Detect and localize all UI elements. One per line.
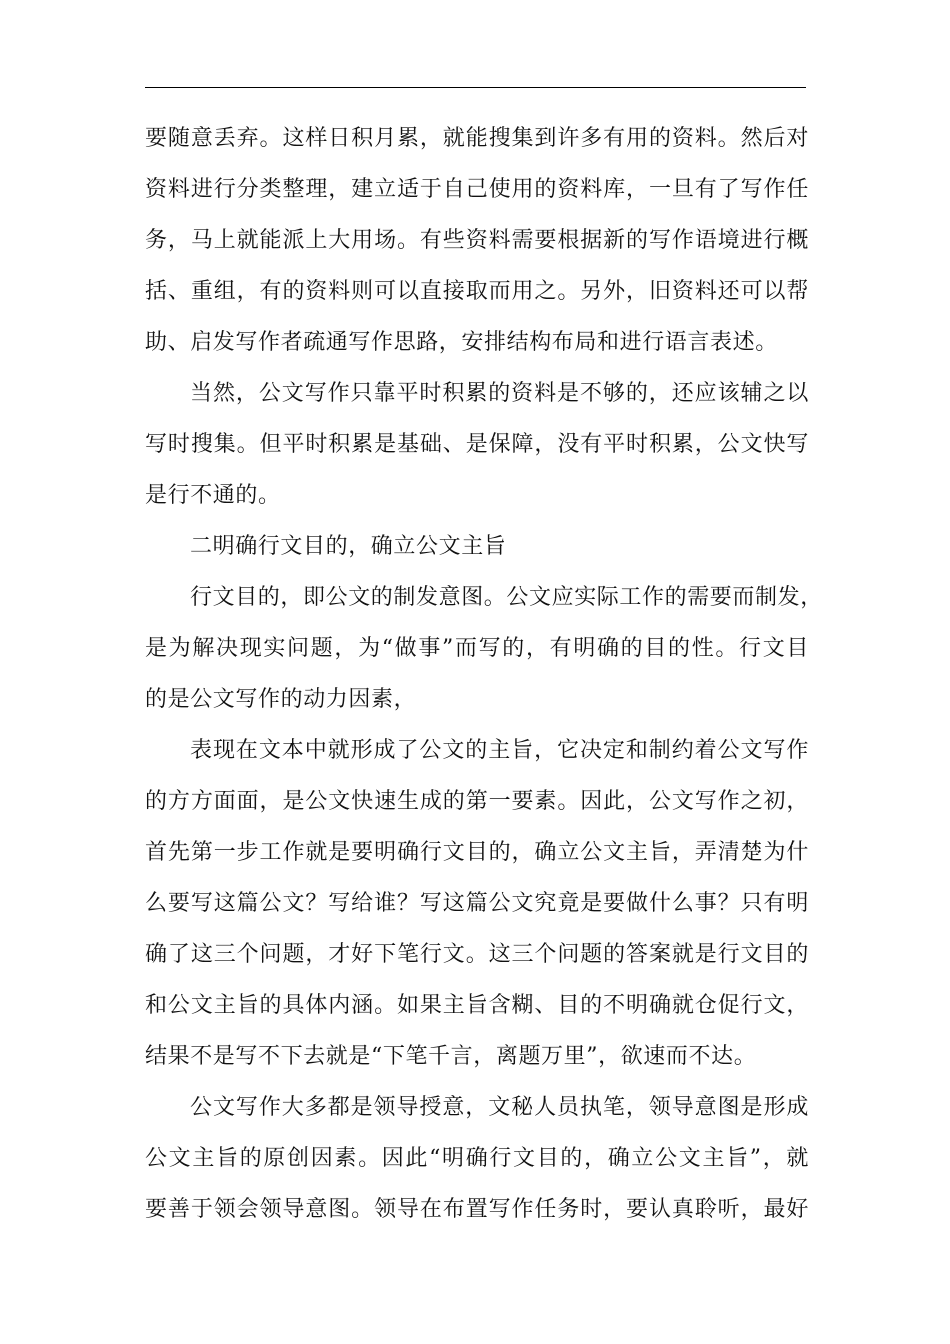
text-line: 是行不通的。 [145, 483, 281, 508]
text-line: 结果不是写不下去就是“下笔千言，离题万里”，欲速而不达。 [145, 1044, 757, 1069]
paragraph [145, 368, 809, 521]
document-body [145, 113, 823, 1235]
paragraph [145, 113, 809, 368]
text-line: 助、启发写作者疏通写作思路，安排结构布局和进行语言表述。 [145, 330, 778, 355]
text-line: 确了这三个问题，才好下笔行文。这三个问题的答案就是行文目的 [145, 942, 809, 967]
text-line: 么要写这篇公文？写给谁？写这篇公文究竟是要做什么事？只有明 [145, 891, 809, 916]
section-heading [145, 521, 809, 572]
paragraph [145, 725, 809, 1082]
text-line: 要随意丢弃。这样日积月累，就能搜集到许多有用的资料。然后对 [145, 126, 809, 151]
header-rule [145, 87, 806, 88]
text-line: 公文主旨的原创因素。因此“明确行文目的，确立公文主旨”，就 [145, 1146, 809, 1171]
text-line: 要善于领会领导意图。领导在布置写作任务时，要认真聆听，最好 [145, 1197, 809, 1222]
text-line: 公文写作大多都是领导授意，文秘人员执笔，领导意图是形成 [190, 1095, 809, 1120]
text-line: 的是公文写作的动力因素， [145, 687, 417, 712]
text-line: 写时搜集。但平时积累是基础、是保障，没有平时积累，公文快写 [145, 432, 809, 457]
text-line: 行文目的，即公文的制发意图。公文应实际工作的需要而制发， [190, 585, 823, 610]
text-line: 括、重组，有的资料则可以直接取而用之。另外，旧资料还可以帮 [145, 279, 809, 304]
text-line: 资料进行分类整理，建立适于自己使用的资料库，一旦有了写作任 [145, 177, 809, 202]
text-line: 当然，公文写作只靠平时积累的资料是不够的，还应该辅之以 [190, 381, 809, 406]
paragraph [145, 572, 823, 725]
paragraph [145, 1082, 809, 1235]
text-line: 表现在文本中就形成了公文的主旨，它决定和制约着公文写作 [190, 738, 809, 763]
text-line: 是为解决现实问题，为“做事”而写的，有明确的目的性。行文目 [145, 636, 809, 661]
text-line: 首先第一步工作就是要明确行文目的，确立公文主旨，弄清楚为什 [145, 840, 809, 865]
text-line: 二明确行文目的，确立公文主旨 [190, 534, 507, 559]
text-line: 和公文主旨的具体内涵。如果主旨含糊、目的不明确就仓促行文， [145, 993, 809, 1018]
text-line: 务，马上就能派上大用场。有些资料需要根据新的写作语境进行概 [145, 228, 809, 253]
text-line: 的方方面面，是公文快速生成的第一要素。因此，公文写作之初， [145, 789, 809, 814]
